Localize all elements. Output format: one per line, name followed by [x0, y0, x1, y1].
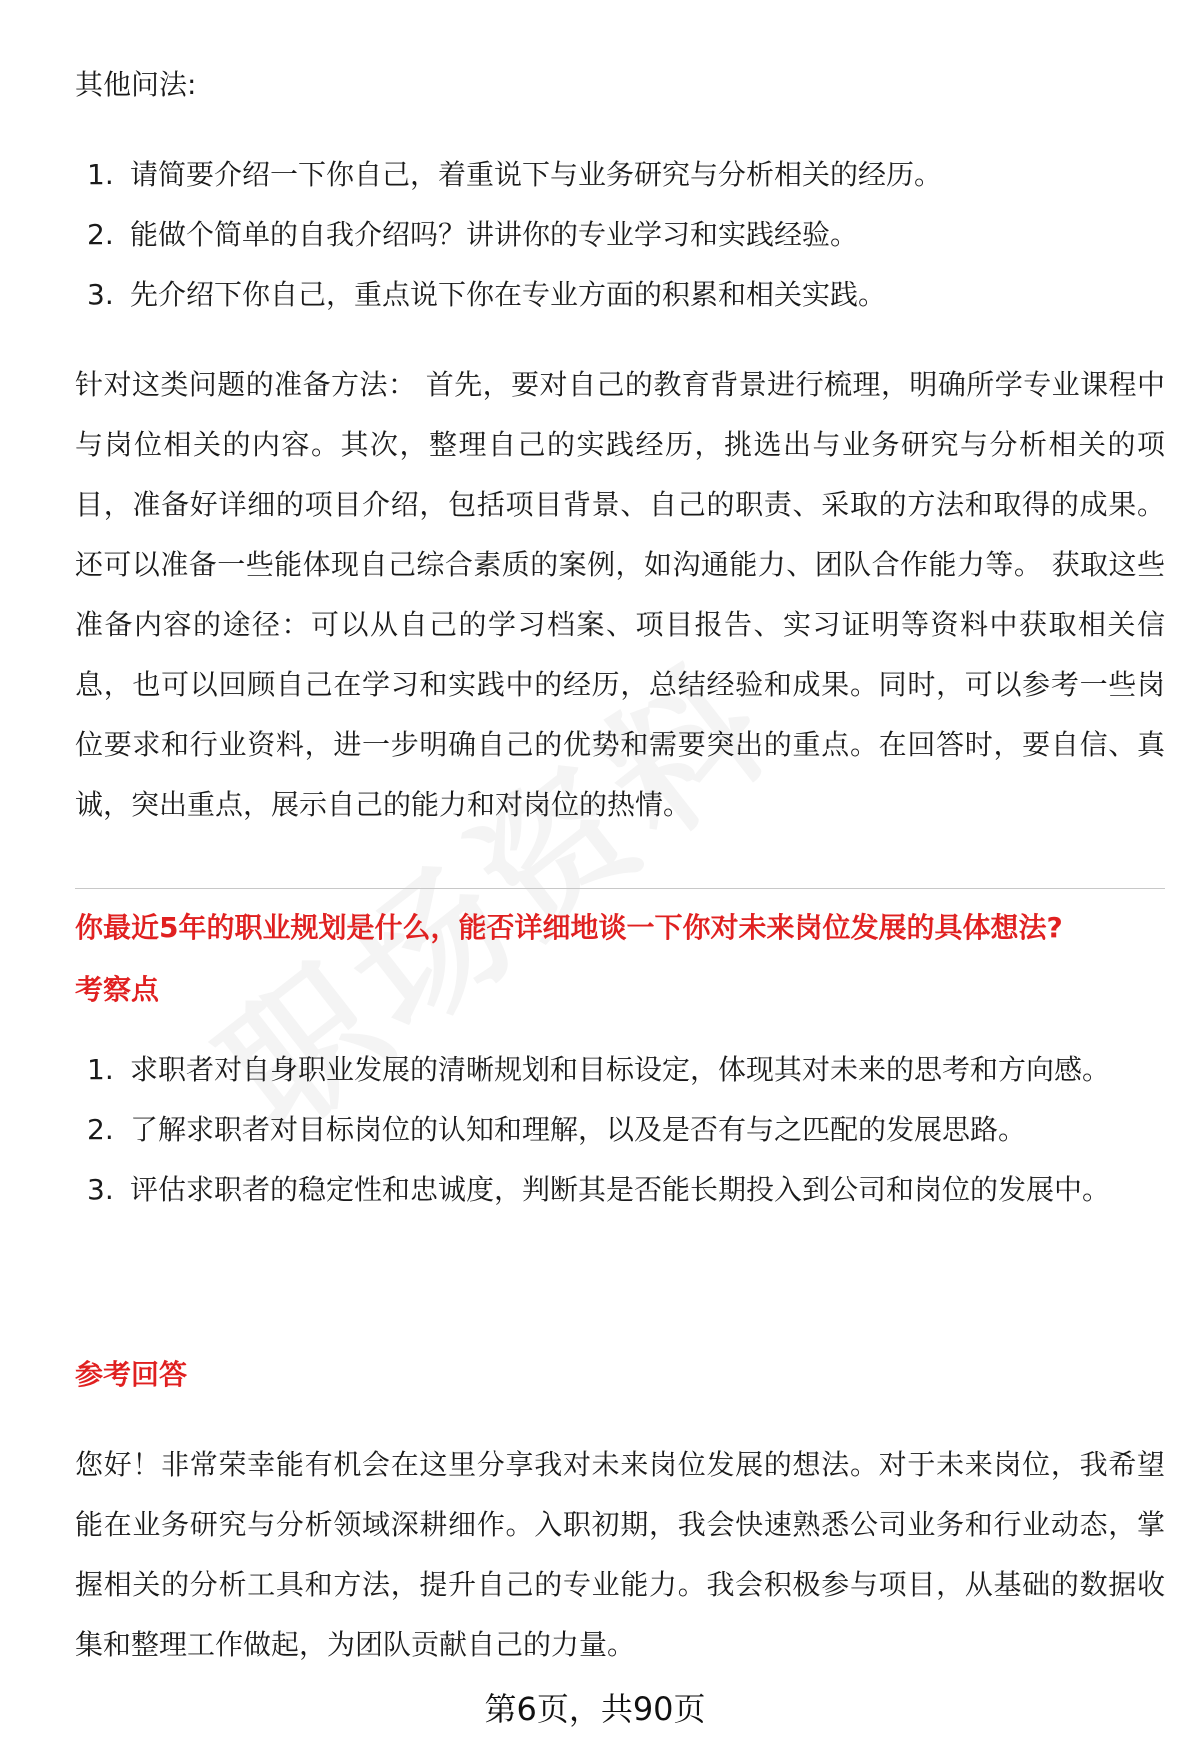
list-item: 1. 求职者对自身职业发展的清晰规划和目标设定，体现其对未来的思考和方向感。 [87, 1053, 1111, 1086]
other-questions-list [75, 145, 1165, 325]
page-number: 第6页，共90页 [484, 1690, 706, 1728]
section-divider [75, 888, 1165, 889]
list-item-text: 先介绍下你自己，重点说下你在专业方面的积累和相关实践。 [130, 278, 887, 311]
list-item-text: 求职者对自身职业发展的清晰规划和目标设定，体现其对未来的思考和方向感。 [130, 1053, 1111, 1086]
list-item-text: 能做个简单的自我介绍吗？讲讲你的专业学习和实践经验。 [130, 218, 859, 251]
list-item-text: 请简要介绍一下你自己，着重说下与业务研究与分析相关的经历。 [130, 158, 943, 191]
list-item: 1. 请简要介绍一下你自己，着重说下与业务研究与分析相关的经历。 [87, 158, 943, 191]
list-item: 3. 先介绍下你自己，重点说下你在专业方面的积累和相关实践。 [87, 278, 887, 311]
list-item-text: 评估求职者的稳定性和忠诚度，判断其是否能长期投入到公司和岗位的发展中。 [130, 1173, 1111, 1206]
list-item: 2. 了解求职者对目标岗位的认知和理解，以及是否有与之匹配的发展思路。 [87, 1113, 1027, 1146]
list-item: 2. 能做个简单的自我介绍吗？讲讲你的专业学习和实践经验。 [87, 218, 859, 251]
other-ways-label: 其他问法: [75, 68, 197, 101]
answer-paragraph: 您好！非常荣幸能有机会在这里分享我对未来岗位发展的想法。对于未来岗位，我希望能在业务研究与分析领域深耕细作。入职初期，我会快速熟悉公司业务和行业动态，掌握相关的分析工具和方法，提升自己的专业能力。我会积极参与项目，从基础的数据收集和整理工作做起，为团队贡献自己的力量。 [75, 1448, 1165, 1661]
list-item: 3. 评估求职者的稳定性和忠诚度，判断其是否能长期投入到公司和岗位的发展中。 [87, 1173, 1111, 1206]
focus-points-list [75, 1040, 1145, 1220]
list-item-text: 了解求职者对目标岗位的认知和理解，以及是否有与之匹配的发展思路。 [130, 1113, 1027, 1146]
prep-paragraph: 针对这类问题的准备方法： 首先，要对自己的教育背景进行梳理，明确所学专业课程中与岗位相关的内容。其次，整理自己的实践经历，挑选出与业务研究与分析相关的项目，准备好详细的项目介绍，包括项目背景、自己的职责、采取的方法和取得的成果。还可以准备一些能体现自己综合素质的案例，如沟通能力、团队合作能力等。 获取这些准备内容的途径：可以从自己的学习档案、项目报告、实习证明等资料中获取相关信息，也可以回顾自己在学习和实践中的经历，总结经验和成果。同时，可以参考一些岗位要求和行业资料，进一步明确自己的优势和需要突出的重点。在回答时，要自信、真诚，突出重点，展示自己的能力和对岗位的热情。 [75, 368, 1165, 821]
question-heading: 你最近5年的职业规划是什么，能否详细地谈一下你对未来岗位发展的具体想法? [75, 911, 1063, 944]
focus-heading: 考察点 [75, 973, 160, 1006]
answer-heading: 参考回答 [75, 1358, 188, 1391]
